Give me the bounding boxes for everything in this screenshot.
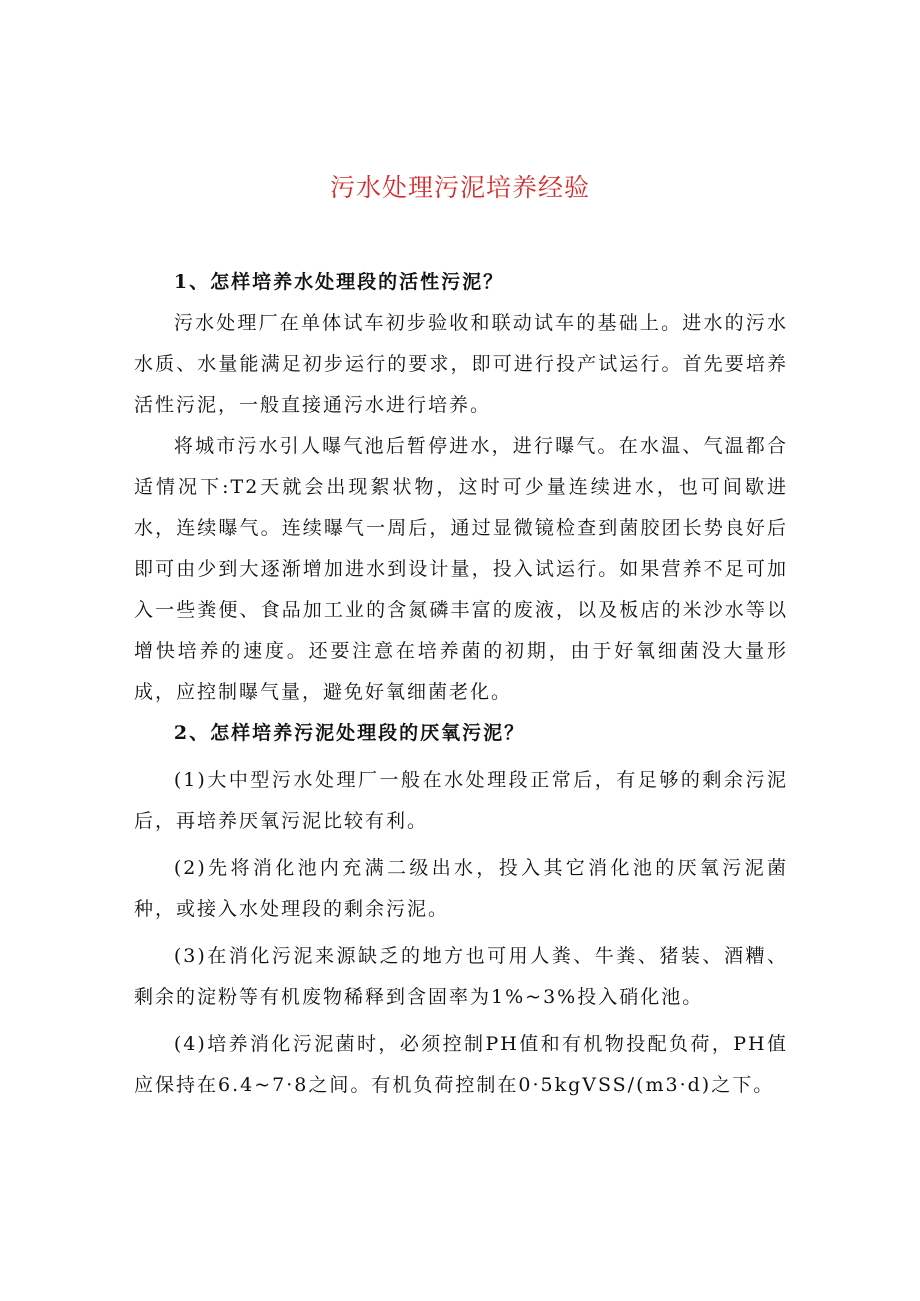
document-body	[134, 262, 788, 1106]
section-2-heading: 2、怎样培养污泥处理段的厌氧污泥？	[173, 722, 526, 744]
section-2-item-4: (4)培养消化污泥菌时，必须控制PH值和有机物投配负荷，PH值应保持在6.4~7·8之间。有机负荷控制在0·5kgVSS∕(m3·d)之下。	[134, 1033, 788, 1096]
section-2-item-3: (3)在消化污泥来源缺乏的地方也可用人粪、牛粪、猪装、酒糟、剩余的淀粉等有机废物稀释到含固率为1%~3%投入硝化池。	[134, 945, 788, 1008]
document-title: 污水处理污泥培养经验	[329, 173, 590, 202]
section-1-paragraph-1: 污水处理厂在单体试车初步验收和联动试车的基础上。进水的污水水质、水量能满足初步运行的要求，即可进行投产试运行。首先要培养活性污泥，一般直接通污水进行培养。	[134, 312, 788, 416]
section-1-heading: 1、怎样培养水处理段的活性污泥？	[173, 271, 505, 293]
section-2-item-2: (2)先将消化池内充满二级出水，投入其它消化池的厌氧污泥菌种，或接入水处理段的剩余污泥。	[134, 857, 788, 920]
section-1-paragraph-2: 将城市污水引人曝气池后暂停进水，进行曝气。在水温、气温都合适情况下:T2天就会出现絮状物，这时可少量连续进水，也可间歇进水，连续曝气。连续曝气一周后，通过显微镜检查到菌胶团长势良好后即可由少到大逐渐增加进水到设计量，投入试运行。如果营养不足可加入一些粪便、食品加工业的含氮磷丰富的废液，以及板店的米沙水等以增快培养的速度。还要注意在培养菌的初期，由于好氧细菌没大量形成，应控制曝气量，避免好氧细菌老化。	[134, 435, 788, 703]
section-2-item-1: (1)大中型污水处理厂一般在水处理段正常后，有足够的剩余污泥后，再培养厌氧污泥比较有利。	[134, 769, 788, 832]
